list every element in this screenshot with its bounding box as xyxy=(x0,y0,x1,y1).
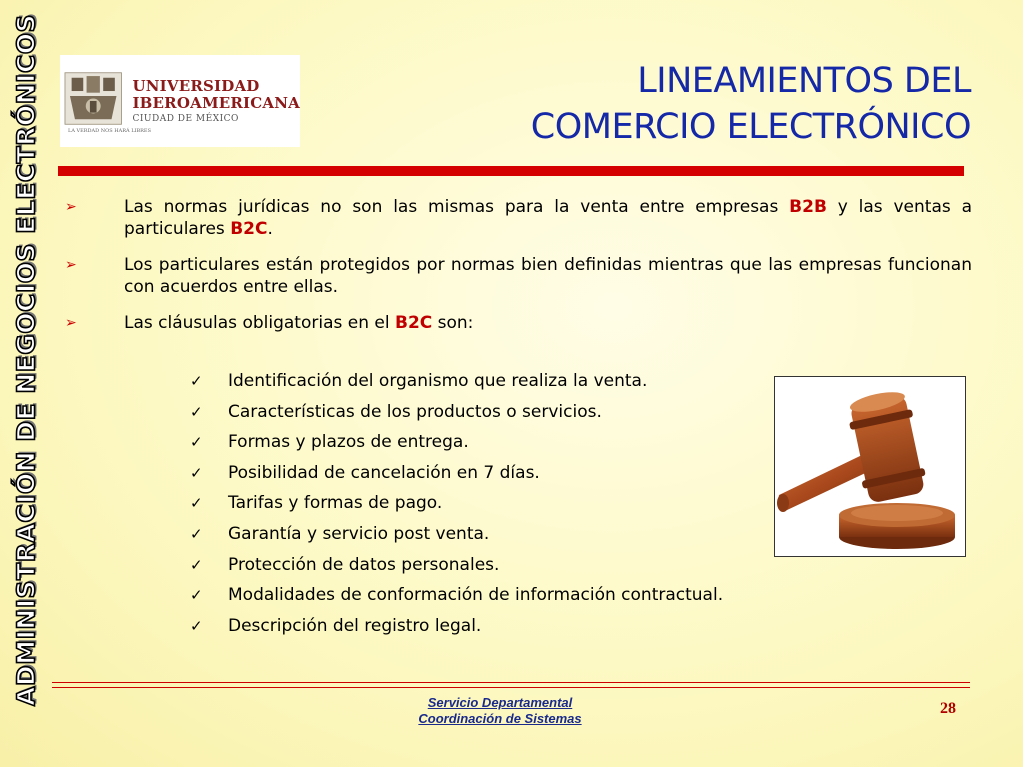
gavel-image xyxy=(774,376,966,557)
logo-line3: CIUDAD DE MÉXICO xyxy=(132,114,239,124)
checkmark-icon: ✓ xyxy=(190,463,203,482)
footer-credits xyxy=(400,695,600,727)
checklist-item: ✓ Descripción del registro legal. xyxy=(190,611,723,642)
checklist-item: ✓ Posibilidad de cancelación en 7 días. xyxy=(190,458,723,489)
title-line1: LINEAMIENTOS DEL xyxy=(637,61,971,101)
clause-checklist xyxy=(190,366,723,641)
bullet-item: ➢ Los particulares están protegidos por normas bien definidas mientras que las empresas funcionan con acuerdos entre ellas. xyxy=(65,255,972,297)
bullet-item: ➢ Las cláusulas obligatorias en el B2C son: xyxy=(65,313,474,333)
university-logo xyxy=(60,55,300,147)
checklist-item: ✓ Formas y plazos de entrega. xyxy=(190,427,723,458)
checkmark-icon: ✓ xyxy=(190,524,203,543)
gavel-icon xyxy=(775,377,965,556)
vertical-title: ADMINISTRACIÓN DE NEGOCIOS ELECTRÓNICOS xyxy=(11,14,41,706)
footer-line1: Servicio Departamental xyxy=(427,695,573,710)
footer-divider-bottom xyxy=(52,687,970,688)
page-number: 28 xyxy=(940,700,956,717)
footer-line2: Coordinación de Sistemas xyxy=(418,711,582,726)
logo-line1: UNIVERSIDAD xyxy=(132,77,260,95)
checklist-item: ✓ Características de los productos o servicios. xyxy=(190,397,723,428)
checklist-item: ✓ Protección de datos personales. xyxy=(190,550,723,581)
checklist-item: ✓ Garantía y servicio post venta. xyxy=(190,519,723,550)
highlight-b2c: B2C xyxy=(230,219,268,239)
bullet-item: ➢ Las normas jurídicas no son las mismas para la venta entre empresas B2B y las ventas a particulares B2C. xyxy=(65,197,972,239)
checkmark-icon: ✓ xyxy=(190,433,203,452)
arrow-bullet-icon: ➢ xyxy=(65,315,77,331)
checkmark-icon: ✓ xyxy=(190,586,203,605)
vertical-band xyxy=(0,0,52,767)
footer-divider-top xyxy=(52,682,970,683)
logo-line2: IBEROAMERICANA xyxy=(132,94,300,112)
checkmark-icon: ✓ xyxy=(190,494,203,513)
highlight-b2b: B2B xyxy=(789,197,827,217)
logo-motto: LA VERDAD NOS HARÁ LIBRES xyxy=(68,128,151,134)
bullet-list xyxy=(65,196,972,348)
title-divider xyxy=(58,166,964,176)
title-line2: COMERCIO ELECTRÓNICO xyxy=(530,107,971,147)
arrow-bullet-icon: ➢ xyxy=(65,199,77,215)
highlight-b2c: B2C xyxy=(394,313,433,333)
checklist-item: ✓ Modalidades de conformación de información contractual. xyxy=(190,580,723,611)
checkmark-icon: ✓ xyxy=(190,372,203,390)
checklist-item: ✓ Identificación del organismo que realiza la venta. xyxy=(190,366,723,397)
checklist-item: ✓ Tarifas y formas de pago. xyxy=(190,488,723,519)
checkmark-icon: ✓ xyxy=(190,555,203,574)
checkmark-icon: ✓ xyxy=(190,616,203,635)
checkmark-icon: ✓ xyxy=(190,402,203,421)
arrow-bullet-icon: ➢ xyxy=(65,257,77,273)
slide-title xyxy=(531,58,971,150)
